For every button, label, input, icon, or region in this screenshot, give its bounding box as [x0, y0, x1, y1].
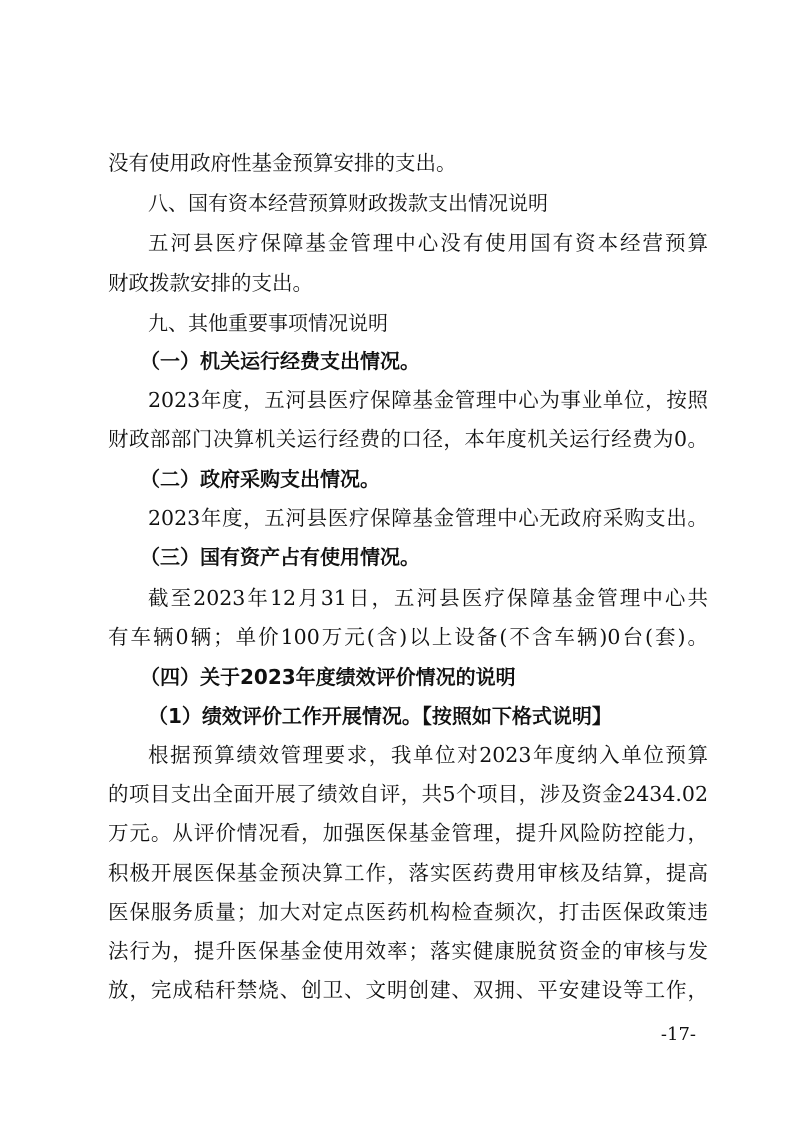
subsection-heading-3: （三）国有资产占有使用情况。 [140, 545, 420, 569]
body-text-line: 2023年度，五河县医疗保障基金管理中心为事业单位，按照 [148, 388, 708, 412]
body-text-line: 法行为，提升医保基金使用效率；落实健康脱贫资金的审核与发 [108, 939, 708, 963]
body-text-line: 积极开展医保基金预决算工作，落实医药费用审核及结算，提高 [108, 861, 708, 885]
subsection-heading-1: （一）机关运行经费支出情况。 [140, 349, 420, 373]
body-text-line: 万元。从评价情况看，加强医保基金管理，提升风险防控能力， [108, 821, 708, 845]
body-text-line: 2023年度，五河县医疗保障基金管理中心无政府采购支出。 [148, 506, 708, 530]
body-text-line: 财政部部门决算机关运行经费的口径，本年度机关运行经费为0。 [108, 427, 708, 451]
page-number: -17- [660, 1024, 696, 1045]
section-heading-nine: 九、其他重要事项情况说明 [148, 311, 388, 335]
subsection-heading-2: （二）政府采购支出情况。 [140, 467, 380, 491]
body-text-line: 财政拨款安排的支出。 [108, 271, 313, 295]
body-text-line: 有车辆0辆；单价100万元(含)以上设备(不含车辆)0台(套)。 [108, 625, 708, 649]
sub-item-heading: （1）绩效评价工作开展情况。【按照如下格式说明】 [148, 704, 612, 728]
body-text-line: 五河县医疗保障基金管理中心没有使用国有资本经营预算 [148, 231, 708, 255]
body-text-line: 没有使用政府性基金预算安排的支出。 [108, 151, 457, 175]
body-text-line: 放，完成秸秆禁烧、创卫、文明创建、双拥、平安建设等工作， [108, 978, 708, 1002]
body-text-line: 根据预算绩效管理要求，我单位对2023年度纳入单位预算 [148, 743, 708, 767]
body-text-line: 医保服务质量；加大对定点医药机构检查频次，打击医保政策违 [108, 900, 708, 924]
body-text-line: 的项目支出全面开展了绩效自评，共5个项目，涉及资金2434.02 [108, 782, 708, 806]
subsection-heading-4: （四）关于2023年度绩效评价情况的说明 [140, 665, 516, 689]
body-text-line: 截至2023年12月31日，五河县医疗保障基金管理中心共 [148, 586, 708, 610]
section-heading-eight: 八、国有资本经营预算财政拨款支出情况说明 [148, 191, 548, 215]
